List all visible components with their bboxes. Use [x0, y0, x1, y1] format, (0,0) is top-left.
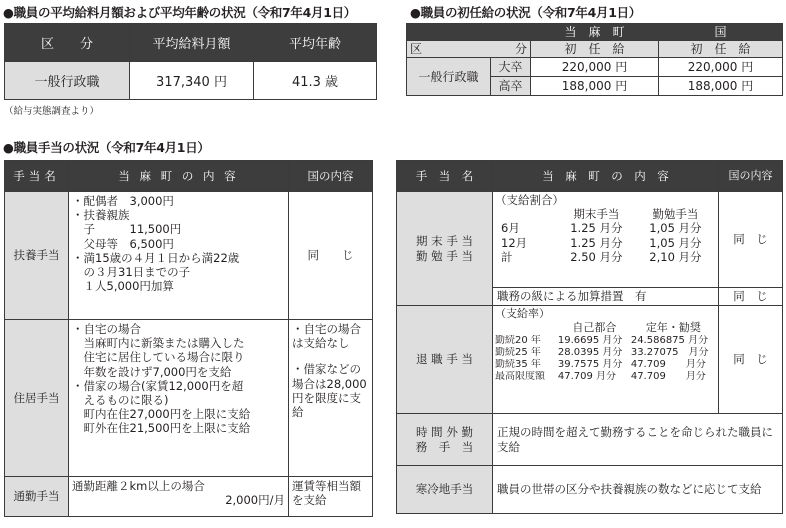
starting-salary-kubun-left: 区 [410, 42, 423, 56]
taishoku-rates [495, 307, 716, 335]
allowance-right-header-name: 手 当 名 [397, 161, 493, 192]
allowance-left-table [4, 160, 373, 517]
kimatsu-rates [495, 207, 716, 264]
kimatsu-rate: 1.25 月分 [570, 221, 623, 236]
kimatsu-kasan-nation: 同 じ [719, 288, 783, 306]
avg-salary-note: （給与実態調査より） [4, 106, 100, 117]
taishoku-col-self: 自己都合 [572, 321, 617, 335]
kimatsu-rate: 1.25 月分 [570, 235, 623, 250]
kimatsu-month: 6月 [501, 221, 520, 236]
taishoku-self-rate: 28.0395 月分 [557, 347, 623, 359]
allowance-title: ●職員手当の状況（令和7年4月1日） [3, 140, 210, 155]
tsukin-town [69, 477, 289, 517]
taishoku-self-rate: 39.7575 月分 [557, 359, 623, 371]
jikangai-text: 正規の時間を超えて勤務することを命じられた職員に支給 [493, 414, 783, 466]
kimatsu-kasan: 職務の級による加算措置 有 [493, 288, 719, 306]
taishoku-teinen-rate: 47.709 月分 [630, 371, 706, 383]
kimatsu-col-kimatsu: 期末手当 [573, 207, 620, 222]
avg-salary-job: 一般行政職 [5, 62, 130, 100]
starting-salary-town-value: 188,000 円 [531, 77, 659, 96]
starting-salary-corner [407, 24, 531, 41]
starting-salary-col-town: 当 麻 町 [531, 24, 659, 41]
taishoku-years: 勤続20 年 [495, 335, 541, 347]
taishoku-name: 退 職 手 当 [397, 306, 493, 414]
taishoku-teinen-rate: 33.27075 月分 [630, 347, 709, 359]
starting-salary-kubun-right: 分 [514, 42, 527, 56]
kimatsu-col-kinben: 勤勉手当 [652, 207, 699, 222]
kimatsu-month: 計 [501, 249, 513, 264]
starting-salary-nation-value: 188,000 円 [659, 77, 783, 96]
allowance-right-header-nation: 国の内容 [719, 161, 783, 192]
taishoku-town [493, 306, 719, 414]
kinben-rate: 1,05 月分 [649, 221, 702, 236]
starting-salary-sublabel-nation: 初 任 給 [659, 41, 783, 58]
starting-salary-job: 一般行政職 [407, 58, 491, 96]
tsukin-name: 通勤手当 [5, 477, 69, 517]
taishoku-nation: 同 じ [719, 306, 783, 414]
taishoku-label: （支給率） [495, 307, 550, 320]
tsukin-nation: 運賃等相当額を支給 [289, 477, 373, 517]
avg-salary-title: ●職員の平均給料月額および平均年齢の状況（令和7年4月1日） [3, 5, 357, 20]
jukyo-town: ・自宅の場合 当麻町内に新築または購入した 住宅に居住している場合に限り 年数を設けず7,000円を支給 ・借家の場合(家賃12,000円を超 えるものに限る) 町内在住27,000円を上限に支給 町外在住21,500円を上限に支給 [69, 320, 289, 477]
starting-salary-level: 高卒 [491, 77, 531, 96]
starting-salary-title: ●職員の初任給の状況（令和7年4月1日） [410, 5, 642, 20]
fuyo-nation: 同 じ [289, 192, 373, 320]
jukyo-name: 住居手当 [5, 320, 69, 477]
allowance-header-nation: 国の内容 [289, 161, 373, 192]
allowance-header-name: 手当名 [5, 161, 69, 192]
jukyo-nation [289, 320, 373, 477]
starting-salary-level: 大卒 [491, 58, 531, 77]
starting-salary-sublabel-town: 初 任 給 [531, 41, 659, 58]
fuyo-name: 扶養手当 [5, 192, 69, 320]
taishoku-years: 最高限度額 [495, 371, 545, 383]
kimatsu-name: 期 末 手 当 勤 勉 手 当 [397, 192, 493, 306]
taishoku-teinen-rate: 47.709 月分 [630, 359, 706, 371]
starting-salary-kubun [407, 41, 531, 58]
avg-salary-header-salary: 平均給料月額 [130, 24, 254, 62]
kimatsu-nation: 同 じ [719, 192, 783, 288]
taishoku-col-teinen: 定年・勧奨 [645, 321, 701, 335]
jukyo-nation-rental: ・借家などの場合は28,000円を限度に支給 [292, 362, 367, 420]
kimatsu-label: （支給割合） [495, 193, 564, 207]
kinben-rate: 1,05 月分 [649, 235, 702, 250]
avg-age-value: 41.3 歳 [254, 62, 377, 100]
tsukin-town-amount: 2,000円/月 [225, 493, 285, 508]
allowance-header-town: 当 麻 町 の 内 容 [69, 161, 289, 192]
tsukin-town-condition: 通勤距離２km以上の場合 [72, 479, 205, 493]
taishoku-teinen-rate: 24.586875 月分 [630, 335, 709, 347]
kimatsu-month: 12月 [501, 235, 528, 250]
allowance-right-table [396, 160, 783, 514]
taishoku-self-rate: 19.6695 月分 [557, 335, 623, 347]
jikangai-name: 時 間 外 勤 務 手 当 [397, 414, 493, 466]
kanreichi-text: 職員の世帯の区分や扶養親族の数などに応じて支給 [493, 466, 783, 514]
jukyo-nation-own-home: ・自宅の場合は支給なし [292, 322, 361, 351]
starting-salary-town-value: 220,000 円 [531, 58, 659, 77]
avg-salary-table [4, 23, 377, 100]
taishoku-years: 勤続25 年 [495, 347, 541, 359]
allowance-right-header-town: 当 麻 町 の 内 容 [493, 161, 719, 192]
avg-salary-header-age: 平均年齢 [254, 24, 377, 62]
taishoku-self-rate: 47.709 月分 [557, 371, 617, 383]
taishoku-years: 勤続35 年 [495, 359, 541, 371]
avg-salary-value: 317,340 円 [130, 62, 254, 100]
fuyo-town: ・配偶者 3,000円 ・扶養親族 子 11,500円 父母等 6,500円 ・満15歳の４月１日から満22歳 の３月31日までの子 １人5,000円加算 [69, 192, 289, 320]
kimatsu-town [493, 192, 719, 288]
kinben-rate: 2,10 月分 [649, 249, 702, 264]
avg-salary-header-kubun: 区 分 [5, 24, 130, 62]
taishoku-rate-rows [495, 335, 716, 383]
kanreichi-name: 寒冷地手当 [397, 466, 493, 514]
starting-salary-table [406, 23, 783, 96]
starting-salary-col-nation: 国 [659, 24, 783, 41]
starting-salary-nation-value: 220,000 円 [659, 58, 783, 77]
kimatsu-rate: 2.50 月分 [570, 249, 623, 264]
